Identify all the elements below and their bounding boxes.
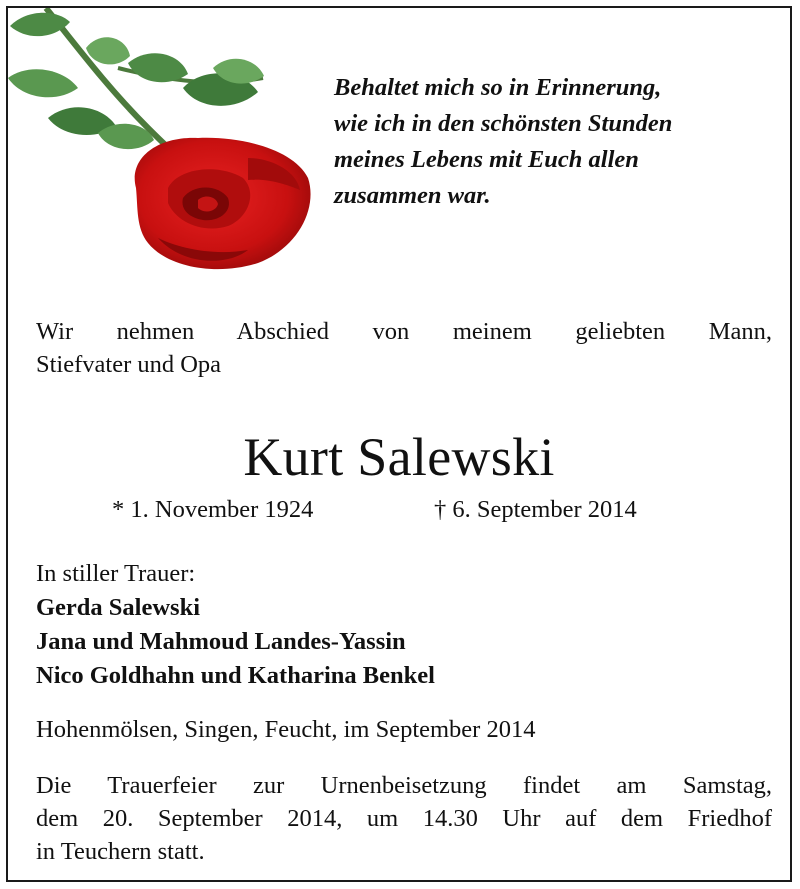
mourner-name: Gerda Salewski: [36, 594, 201, 621]
funeral-line: in Teuchern statt.: [36, 838, 205, 865]
funeral-notice: [36, 769, 772, 868]
motto-line: wie ich in den schönsten Stunden: [334, 110, 673, 137]
intro-line: Wir nehmen Abschied von meinem geliebten Mann,: [36, 318, 772, 345]
funeral-line: Die Trauerfeier zur Urnenbeisetzung findet am Samstag,: [36, 772, 772, 799]
intro-line: Stiefvater und Opa: [36, 351, 222, 378]
deceased-name: Kurt Salewski: [243, 427, 555, 487]
farewell-intro: [36, 315, 772, 381]
motto-line: zusammen war.: [334, 182, 491, 209]
mourners-heading: In stiller Trauer:: [36, 560, 196, 587]
motto-line: meines Lebens mit Euch allen: [334, 146, 639, 173]
obituary-frame: [6, 6, 792, 882]
birth-date: * 1. November 1924: [112, 496, 314, 523]
funeral-line: dem 20. September 2014, um 14.30 Uhr auf dem Friedhof: [36, 805, 772, 832]
mourner-name: Nico Goldhahn und Katharina Benkel: [36, 662, 435, 689]
motto-verse: [334, 70, 794, 214]
place-and-date: Hohenmölsen, Singen, Feucht, im September 2014: [36, 716, 536, 743]
mourner-name: Jana und Mahmoud Landes-Yassin: [36, 628, 406, 655]
death-date: † 6. September 2014: [434, 496, 637, 523]
rose-illustration: [8, 8, 328, 288]
mourners-block: [36, 557, 776, 693]
motto-line: Behaltet mich so in Erinnerung,: [334, 74, 662, 101]
